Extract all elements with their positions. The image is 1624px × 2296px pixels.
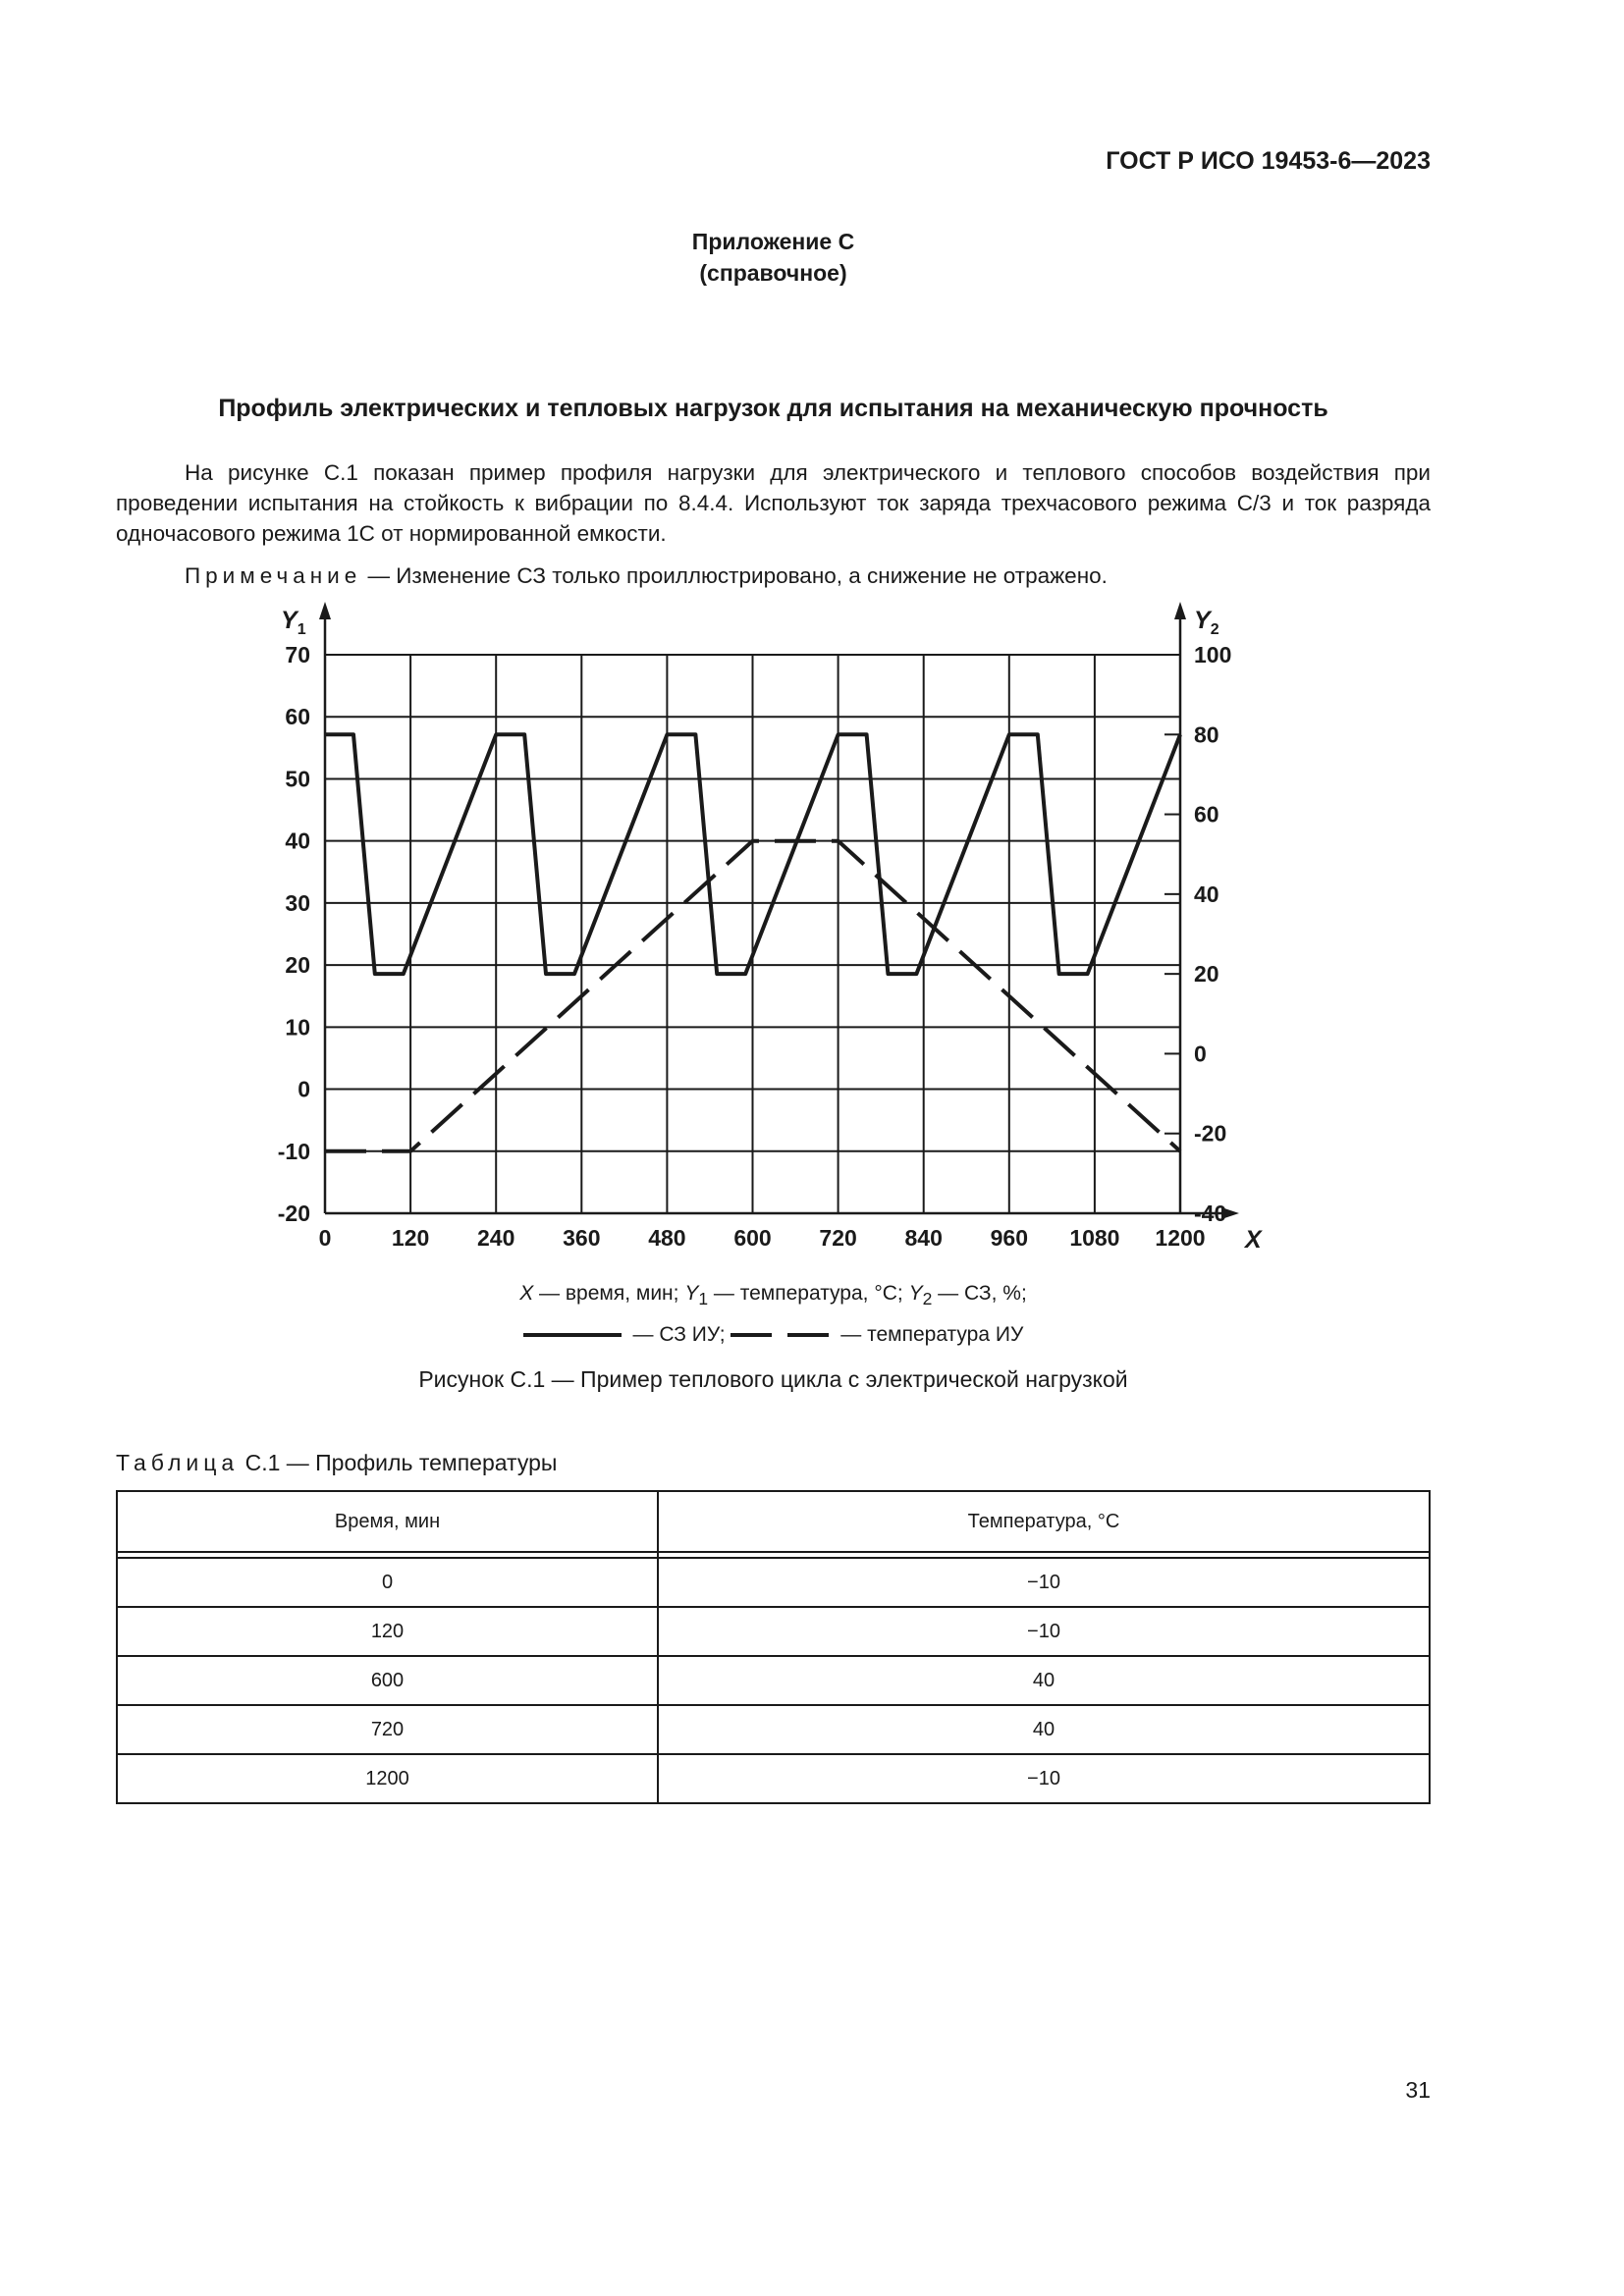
y1-tick-label: 30: [285, 889, 310, 916]
y2-tick-label: 20: [1194, 961, 1219, 988]
appendix-title: Приложение С: [691, 229, 855, 254]
table-cell-temperature: 40: [658, 1705, 1430, 1754]
table-cell-time: 600: [117, 1656, 658, 1705]
legend-y2-text: — СЗ, %;: [932, 1282, 1027, 1305]
y1-tick-label: 60: [285, 704, 310, 730]
y1-tick-label: -20: [277, 1201, 310, 1226]
note-text: — Изменение СЗ только проиллюстрировано, а снижение не отражено.: [361, 563, 1108, 588]
temperature-profile-table: [116, 1490, 1431, 1804]
y1-tick-label: 20: [285, 952, 310, 979]
table-row: [117, 1656, 1430, 1705]
body-paragraph: [116, 457, 1431, 549]
table-header-temperature: Температура, °С: [658, 1491, 1430, 1552]
y2-tick-label: 0: [1194, 1041, 1207, 1067]
x-tick-label: 360: [563, 1225, 601, 1251]
series-legend: [0, 1323, 1546, 1347]
legend-y1-sub: 1: [698, 1289, 709, 1309]
table-cell-time: 720: [117, 1705, 658, 1754]
x-tick-label: 1200: [1155, 1225, 1206, 1251]
appendix-title-block: [0, 226, 1546, 289]
table-row: [117, 1754, 1430, 1803]
table-caption: [116, 1450, 557, 1476]
legend-y2-symbol: Y: [908, 1282, 923, 1305]
note: [185, 563, 1108, 589]
table-row: [117, 1607, 1430, 1656]
legend-dashed-line-swatch: [731, 1333, 829, 1337]
table-cell-temperature: −10: [658, 1607, 1430, 1656]
legend-y1-symbol: Y: [684, 1282, 699, 1305]
y1-tick-label: 0: [298, 1076, 310, 1102]
legend-y2-sub: 2: [922, 1289, 933, 1309]
legend-x-symbol: X: [519, 1282, 534, 1305]
y1-tick-label: -10: [277, 1138, 310, 1164]
legend-dashed-label: — температура ИУ: [835, 1323, 1024, 1346]
thermal-cycle-chart: [0, 589, 1624, 1276]
appendix-subtitle: (справочное): [699, 260, 847, 286]
page-number: 31: [1405, 2077, 1431, 2103]
y1-tick-label: 10: [285, 1014, 310, 1041]
figure-caption: Рисунок С.1 — Пример теплового цикла с электрической нагрузкой: [418, 1366, 1128, 1392]
x-tick-label: 120: [391, 1225, 430, 1251]
table-cell-temperature: 40: [658, 1656, 1430, 1705]
table-cell-time: 120: [117, 1607, 658, 1656]
x-tick-label: 480: [648, 1225, 686, 1251]
table-cell-time: 1200: [117, 1754, 658, 1803]
x-tick-label: 1080: [1069, 1225, 1120, 1251]
table-label: Таблица: [116, 1450, 240, 1475]
y2-tick-label: 40: [1194, 881, 1219, 907]
y1-tick-label: 40: [285, 828, 310, 854]
x-tick-label: 960: [990, 1225, 1028, 1251]
legend-solid-label: — СЗ ИУ;: [626, 1323, 731, 1346]
x-tick-label: 240: [477, 1225, 515, 1251]
table-caption-text: С.1 — Профиль температуры: [239, 1450, 558, 1475]
table-row: [117, 1705, 1430, 1754]
y2-tick-label: -40: [1194, 1201, 1227, 1226]
table-cell-time: 0: [117, 1558, 658, 1607]
y2-axis-label: $Y_2$: [1194, 607, 1219, 638]
table-cell-temperature: −10: [658, 1754, 1430, 1803]
y1-axis-label: $Y_1$: [281, 607, 306, 638]
x-tick-label: 720: [819, 1225, 857, 1251]
section-heading: Профиль электрических и тепловых нагрузок для испытания на механическую прочность: [218, 395, 1328, 422]
x-tick-label: 840: [904, 1225, 943, 1251]
table-header-time: Время, мин: [117, 1491, 658, 1552]
body-paragraph-text: На рисунке С.1 показан пример профиля нагрузки для электрического и теплового способов воздействия при проведении испытания на стойкость к вибрации по 8.4.4. Используют ток заряда трехчасового режима С/3 и ток разряда одночасового режима 1С от нормированной емкости.: [116, 460, 1431, 546]
x-tick-label: 0: [318, 1225, 332, 1251]
x-tick-label: 600: [733, 1225, 772, 1251]
table-header-row: [117, 1491, 1430, 1552]
legend-y1-text: — температура, °С;: [708, 1282, 909, 1305]
y2-axis-arrow: [1174, 602, 1186, 619]
table-cell-temperature: −10: [658, 1558, 1430, 1607]
y2-tick-label: 80: [1194, 721, 1219, 748]
y2-tick-label: 60: [1194, 801, 1219, 828]
table-row: [117, 1558, 1430, 1607]
x-axis-label: X: [1245, 1226, 1262, 1254]
document-standard-number: ГОСТ Р ИСО 19453-6—2023: [1106, 147, 1431, 175]
y2-tick-label: 100: [1194, 642, 1232, 667]
axis-legend: [0, 1282, 1546, 1309]
note-label: Примечание: [185, 563, 362, 588]
y1-axis-arrow: [319, 602, 331, 619]
y2-tick-label: -20: [1194, 1120, 1227, 1147]
y1-tick-label: 50: [285, 766, 310, 792]
y1-tick-label: 70: [285, 642, 310, 667]
legend-x-text: — время, мин;: [533, 1282, 685, 1305]
legend-solid-line-swatch: [523, 1333, 622, 1337]
